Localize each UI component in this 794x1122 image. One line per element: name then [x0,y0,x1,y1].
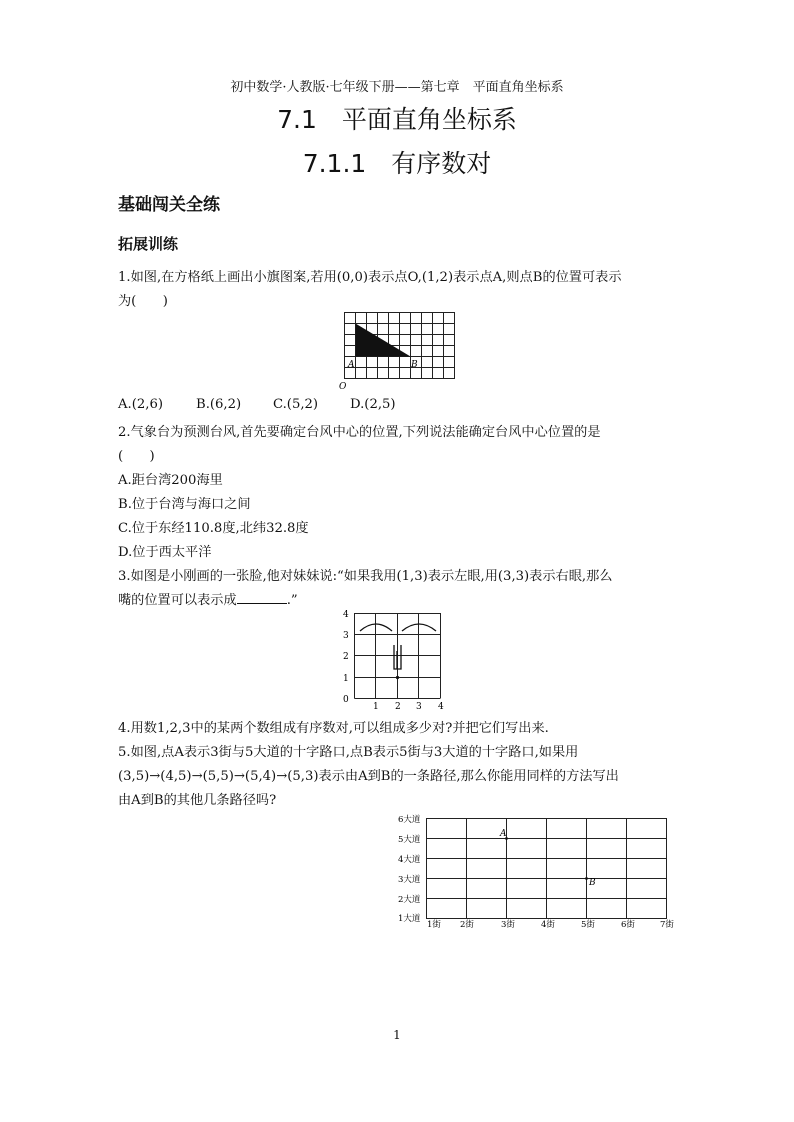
point-b-label: B [411,360,418,370]
q2-text-line1: 2.气象台为预测台风,首先要确定台风中心的位置,下列说法能确定台风中心位置的是 [118,425,601,440]
q1-text-line1: 1.如图,在方格纸上画出小旗图案,若用(0,0)表示点O,(1,2)表示点A,则点B的位置可表示 [118,270,622,285]
streets [427,818,667,919]
q3-text-line1: 3.如图是小刚画的一张脸,他对妹妹说:“如果我用(1,3)表示左眼,用(3,3)表示右眼,那么 [118,569,613,584]
street-label-6: 6街 [621,920,635,930]
q2-text-line2: ( ) [118,449,155,464]
exercise-subheading: 拓展训练 [118,235,179,253]
street-label-3: 3街 [501,920,515,930]
section-title: 7.1 平面直角坐标系 [277,105,517,134]
x-tick-2: 2 [395,702,401,711]
q1-option-a: A.(2,6) [118,397,163,412]
q1-option-c: C.(5,2) [273,397,319,412]
avenue-label-2: 2大道 [398,895,421,905]
page-number: 1 [393,1028,401,1042]
page-header: 初中数学·人教版·七年级下册——第七章 平面直角坐标系 [230,80,564,95]
x-tick-4: 4 [438,702,444,711]
q5-text-line3: 由A到B的其他几条路径吗? [118,793,277,808]
flag-triangle [356,324,411,357]
q1-option-d: D.(2,5) [350,397,396,412]
origin-label: O [339,382,347,392]
street-label-4: 4街 [541,920,555,930]
x-tick-1: 1 [373,702,379,711]
point-b-label: B [589,878,596,888]
q3-face-figure [340,607,455,711]
q3-text-prefix: 嘴的位置可以表示成 [118,593,237,608]
q1-option-b: B.(6,2) [196,397,242,412]
y-tick-3: 3 [343,631,349,641]
point-a-label: A [500,829,507,839]
point-a-label: A [348,360,355,370]
q2-option-b: B.位于台湾与海口之间 [118,497,251,512]
y-tick-2: 2 [343,652,349,662]
mouth-point [396,676,399,679]
x-tick-3: 3 [416,702,422,711]
avenue-label-4: 4大道 [398,855,421,865]
q4-text: 4.用数1,2,3中的某两个数组成有序数对,可以组成多少对?并把它们写出来. [118,721,549,736]
exercise-heading: 基础闯关全练 [118,195,220,215]
answer-blank [237,591,287,604]
q1-flag-figure [336,308,458,392]
avenue-label-6: 6大道 [398,815,421,825]
q5-street-grid-figure [398,810,680,930]
avenue-label-1: 1大道 [398,914,421,924]
avenue-label-5: 5大道 [398,835,421,845]
point-b [585,877,588,880]
street-label-5: 5街 [581,920,595,930]
q5-text-line1: 5.如图,点A表示3街与5大道的十字路口,点B表示5街与3大道的十字路口,如果用 [118,745,579,760]
street-label-7: 7街 [660,920,674,930]
q2-option-a: A.距台湾200海里 [118,473,223,488]
y-tick-1: 1 [343,674,349,684]
y-tick-0: 0 [343,695,349,705]
street-label-2: 2街 [460,920,474,930]
subsection-title: 7.1.1 有序数对 [302,149,492,178]
avenue-label-3: 3大道 [398,875,421,885]
q5-text-line2: (3,5)→(4,5)→(5,5)→(5,4)→(5,3)表示由A到B的一条路径,那么你能用同样的方法写出 [118,769,619,784]
q2-option-d: D.位于西太平洋 [118,545,212,560]
q3-text-line2 [118,589,298,608]
q1-text-line2: 为( ) [118,294,168,309]
y-tick-4: 4 [343,610,349,620]
street-label-1: 1街 [427,920,441,930]
q2-option-c: C.位于东经110.8度,北纬32.8度 [118,521,309,536]
q3-text-suffix: .” [286,593,298,608]
